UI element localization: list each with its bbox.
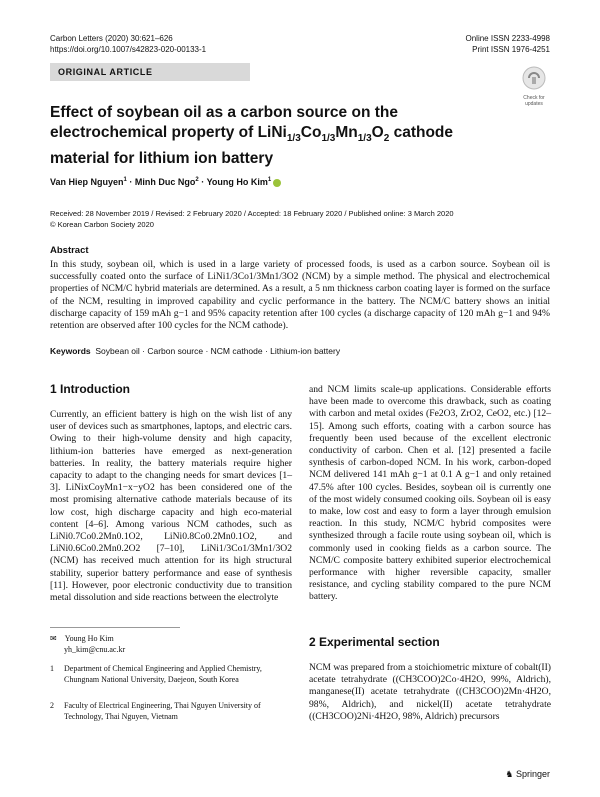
footnote-number: 1 <box>50 664 54 673</box>
footnote-divider <box>50 627 180 628</box>
experimental-paragraph-1: NCM was prepared from a stoichiometric mixture of cobalt(II) acetate tetrahydrate ((CH3COO)2Co·4H2O, 99%, Aldrich), manganese(II) acetate tetrahydrate ((CH3COO)2Mn·4H2O, 98%, Aldrich), and nickel(II) acetate tetrahydrate ((CH3COO)2Ni·4H2O, 98%, Aldrich) precursors <box>309 662 551 722</box>
intro-paragraph-2: and NCM limits scale-up applications. Considerable efforts have been made to overcome this drawback, such as coating with carbon and metal oxides (Fe2O3, ZrO2, CeO2, etc.) [12–15]. Among such efforts, coating with a carbon source has frequently been used because of the excellent electronic conductivity of carbon. Chen et al. [12] presented a facile synthesis of carbon-doped NCM. In his work, carbon-doped NCM delivered 141 mAh g−1 at 0.1 A g−1 and only retained 47.5% after 100 cycles. Besides, soybean oil is currently one of the most widely consumed cooking oils. Soybean oil is easy to make, low cost and easy to form a layer through emulsion reaction. In this study, NCM/C hybrid composites were synthesized through a facile route using soybean oil, which is commonly used in cooking fields as a carbon source. The NCM/C composite battery exhibited superior electrochemical performance with higher reversible capacity, smaller resistance, and cycling stability compared to the pure NCM battery. <box>309 384 551 603</box>
author-name[interactable]: Van Hiep Nguyen <box>50 177 124 187</box>
orcid-icon[interactable] <box>273 179 281 187</box>
print-issn: Print ISSN 1976-4251 <box>472 45 550 54</box>
section-heading-experimental: 2 Experimental section <box>309 635 440 649</box>
corresponding-author: ✉ Young Ho Kim <box>50 634 114 643</box>
springer-horse-icon: ♞ <box>505 770 514 780</box>
doi-link[interactable]: https://doi.org/10.1007/s42823-020-00133-1 <box>50 45 207 54</box>
journal-citation: Carbon Letters (2020) 30:621–626 <box>50 34 173 43</box>
author-name[interactable]: Minh Duc Ngo <box>134 177 196 187</box>
abstract-heading: Abstract <box>50 245 89 256</box>
affiliation-1: Department of Chemical Engineering and Applied Chemistry, Chungnam National University, Daejeon, South Korea <box>64 664 262 684</box>
paper-title: Effect of soybean oil as a carbon source on the electrochemical property of $LiNi_{1/3}Co_{1/3}Mn_{1/3}O_2$ cathode material for lithium ion battery <box>50 104 454 168</box>
corresponding-email[interactable]: yh_kim@cnu.ac.kr <box>64 645 126 654</box>
author-list: Van Hiep Nguyen$^1$ · Minh Duc Ngo$^2$ · Young Ho Kim$^1$ <box>50 177 281 187</box>
intro-paragraph-1: Currently, an efficient battery is high on the wish list of any user of devices such as smartphones, laptops, and electric cars. Owing to their high-volume density and high capacity, lithium-ion batteries have emerged as next-generation batteries. In reality, the battery materials require higher capacity to adapt to the changing needs for smart devices [1–3]. LiNixCoyMn1−x−yO2 has been considered one of the most promising alternative cathode materials because of its low cost, high discharge capacity and high eco-material content [4–6]. Among various NCM cathodes, such as LiNi0.7Co0.2Mn0.1O2, LiNi0.8Co0.2Mn0.1O2, and LiNi0.6Co0.2Mn0.2O2 [7–10], LiNi1/3Co1/3Mn1/3O2 (NCM) has received much attention for its high structural stability, superior battery performance and ease of synthesis [11]. However, poor electronic conductivity due to transition metal dissolution and side reactions between the electrolyte <box>50 409 292 604</box>
online-issn: Online ISSN 2233-4998 <box>465 34 550 43</box>
author-name[interactable]: Young Ho Kim <box>206 177 268 187</box>
check-updates-icon <box>522 66 546 90</box>
publisher-logo: ♞ Springer <box>505 769 550 780</box>
check-updates-label: Check for updates <box>523 95 545 107</box>
affiliation-2: Faculty of Electrical Engineering, Thai Nguyen University of Technology, Thai Nguyen, Vietnam <box>64 701 261 721</box>
footnote-number: 2 <box>50 701 54 710</box>
section-heading-introduction: 1 Introduction <box>50 382 130 396</box>
article-type-banner: ORIGINAL ARTICLE <box>50 63 250 81</box>
keywords: Keywords Soybean oil · Carbon source · NCM cathode · Lithium-ion battery <box>50 346 341 356</box>
publication-dates: Received: 28 November 2019 / Revised: 2 February 2020 / Accepted: 18 February 2020 / Published online: 3 March 2020 © Korean Carbon Society 2020 <box>50 209 454 229</box>
check-updates-badge[interactable] <box>517 66 551 107</box>
abstract-text: In this study, soybean oil, which is used in a large variety of processed foods, is used as a carbon source. Soybean oil is successfully coated onto the surface of LiNi1/3Co1/3Mn1/3O2 (NCM) by a simple method. The physical and electrochemical properties of NCM/C hybrid materials are determined. As a result, a 5 nm thickness carbon coating layer is formed on the surface of the NCM, resulting in improved capability and cyclic performance in the battery. The NCM/C battery shows an initial discharge capacity of 159 mAh g−1 and 95% capacity retention after 100 cycles (a discharge capacity of 120 mAh g−1 and 94% retention are observed after 100 cycles for the NCM cathode). <box>50 259 550 332</box>
mail-icon: ✉ <box>50 634 57 643</box>
